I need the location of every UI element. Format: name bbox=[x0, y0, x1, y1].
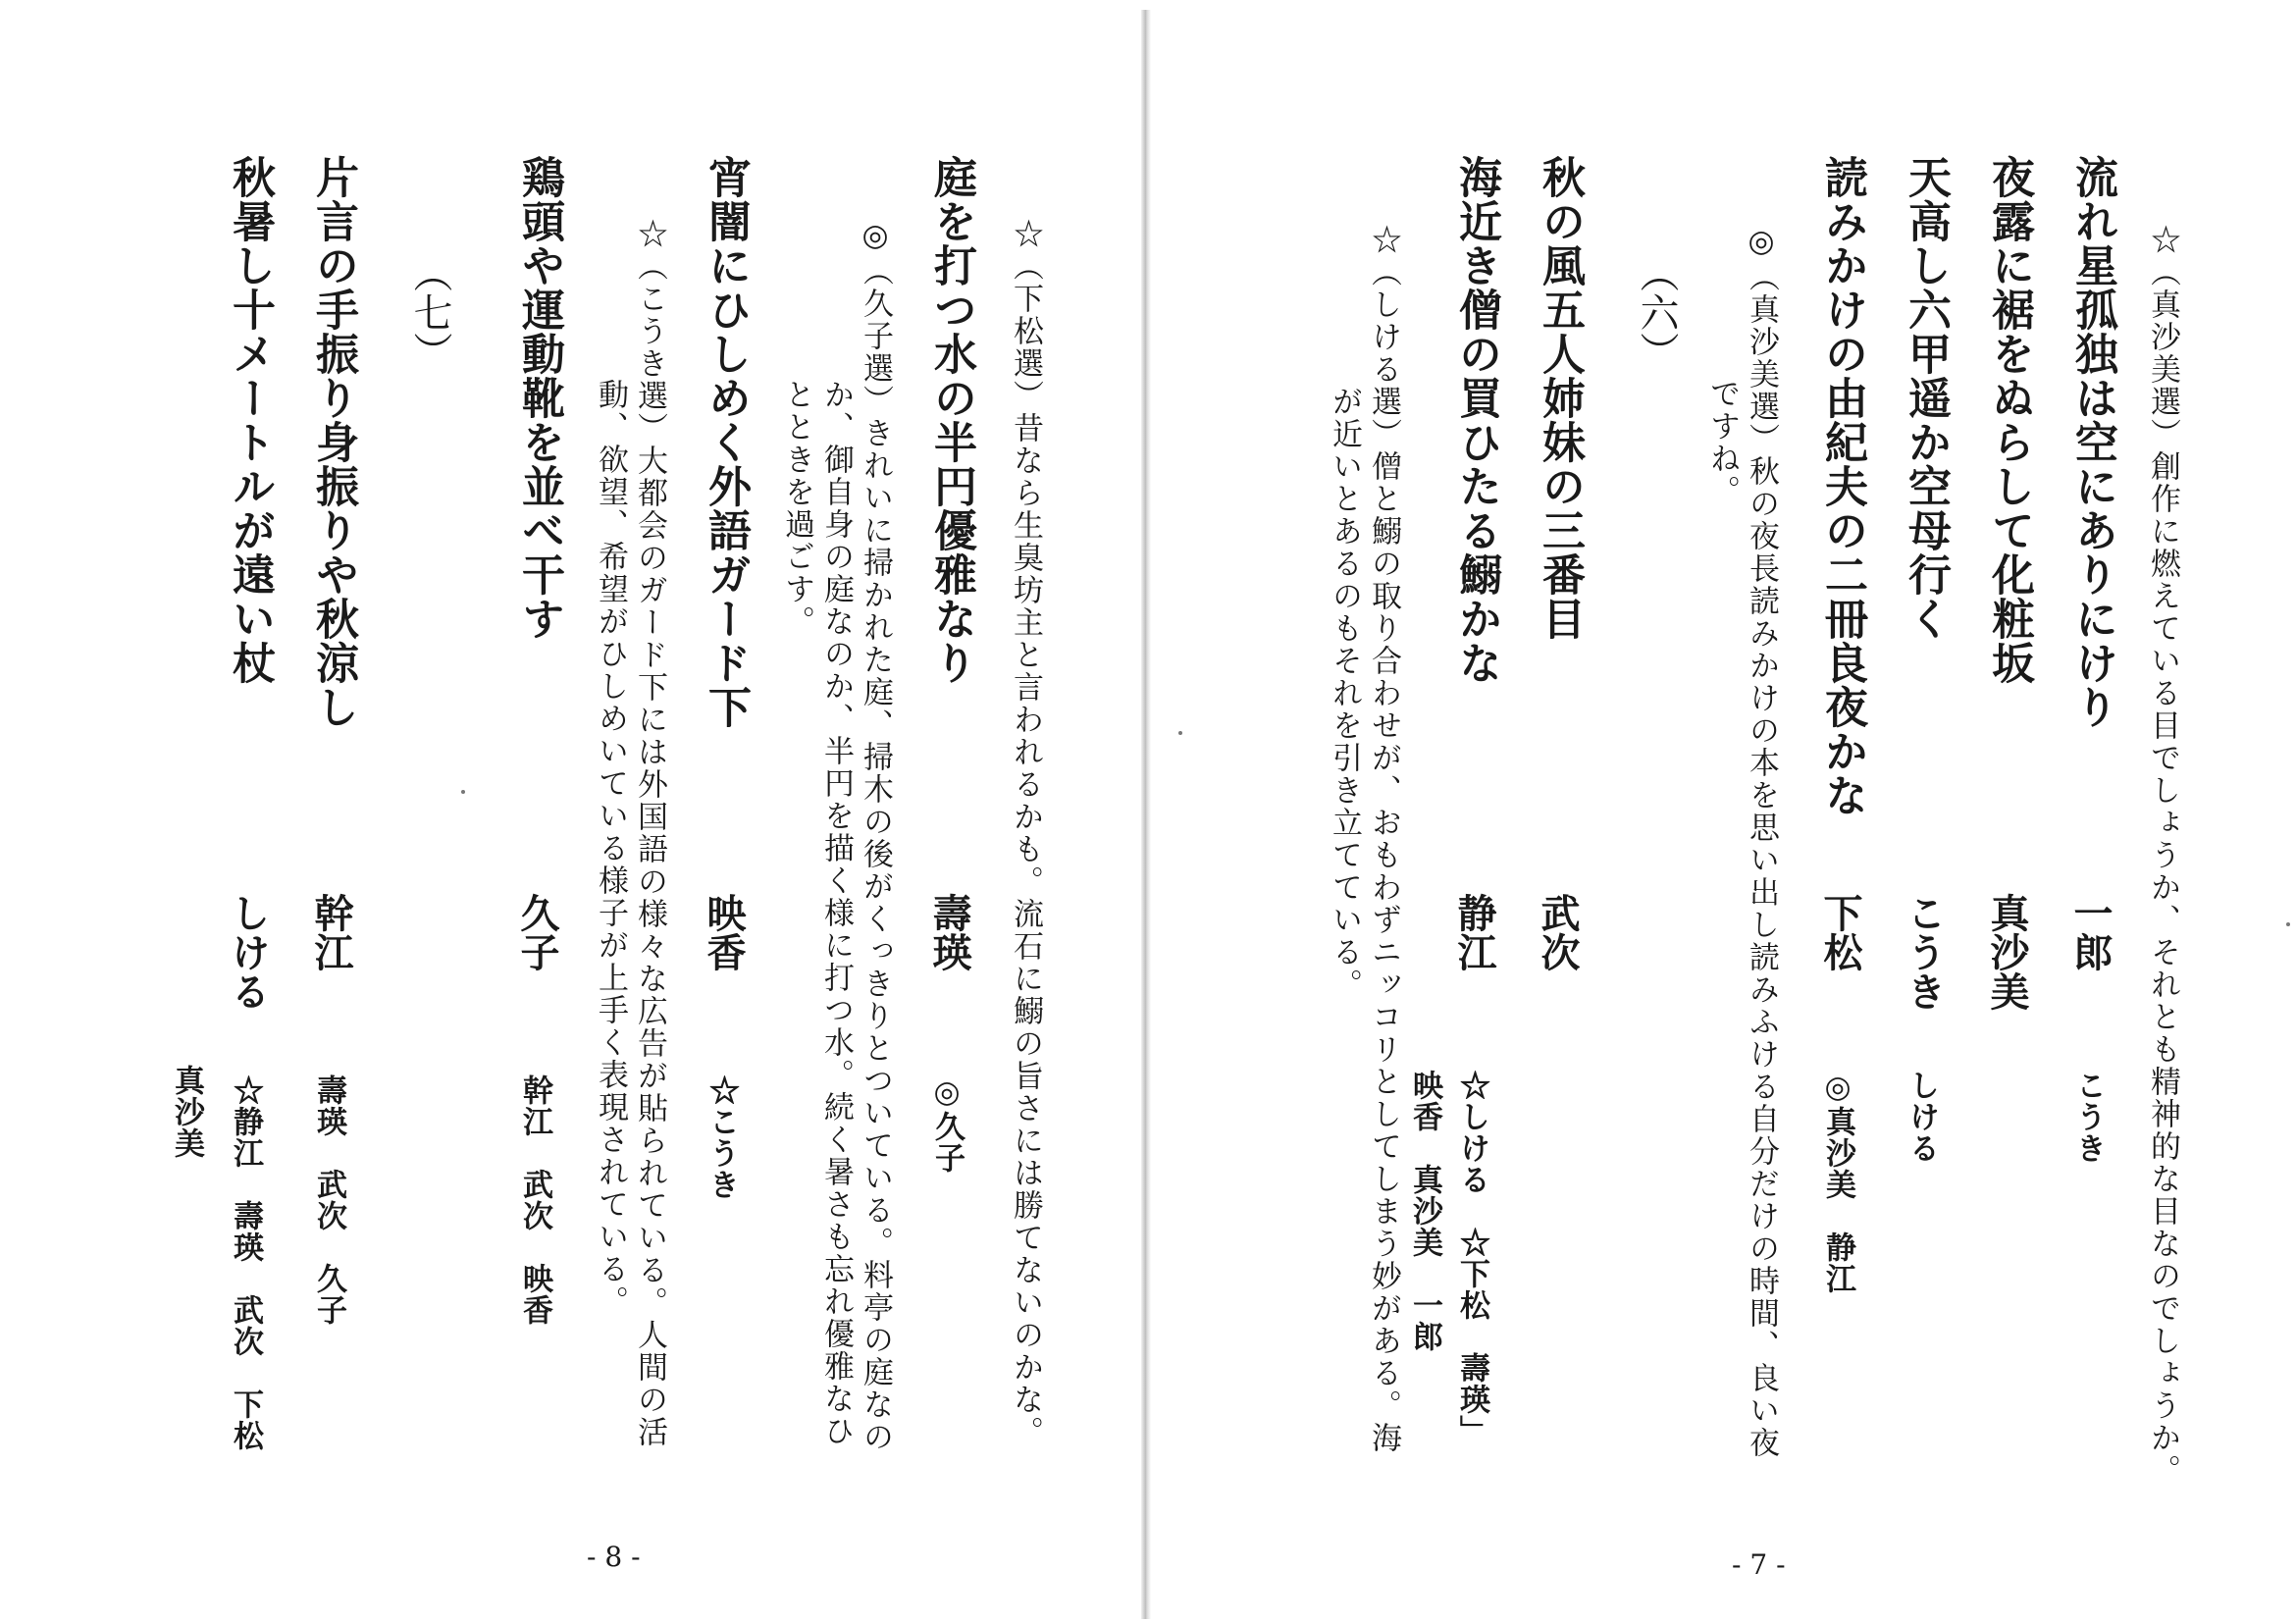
haiku-text: 夜露に裾をぬらして化粧坂 bbox=[1984, 155, 2034, 685]
haiku-selections: 真沙美 bbox=[169, 1065, 204, 1159]
haiku-selections: ◎真沙美 静江 bbox=[1820, 1070, 1855, 1294]
scan-speck bbox=[461, 790, 465, 794]
haiku-text: 海近き僧の買ひたる鰯かな bbox=[1451, 155, 1501, 685]
haiku-text: 鶏頭や運動靴を並べ干す bbox=[514, 155, 564, 641]
haiku-author: 静江 bbox=[1451, 893, 1497, 971]
page-number: - 7 - bbox=[1732, 1548, 1786, 1581]
haiku-selections: 壽瑛 武次 久子 bbox=[311, 1074, 346, 1326]
haiku-text: 読みかけの由紀夫の二冊良夜かな bbox=[1817, 155, 1867, 817]
comment: ☆（しける選）僧と鰯の取り合わせが、おもわずニッコリとしてしまう妙がある。海 bbox=[1366, 224, 1401, 1454]
haiku-text: 秋暑し十メートルが遠い杖 bbox=[225, 155, 275, 685]
haiku-text: 天高し六甲遥か空母行く bbox=[1901, 155, 1951, 641]
haiku-selections: しける bbox=[1904, 1070, 1939, 1164]
comment: とときを過ごす。 bbox=[779, 379, 814, 638]
haiku-author: 真沙美 bbox=[1984, 893, 2030, 1011]
comment: ☆（真沙美選）創作に燃えている目でしょうか、それとも精神的な目なのでしょうか。 bbox=[2145, 224, 2180, 1487]
comment: ☆（下松選）昔なら生臭坊主と言われるかも。流石に鰯の旨さには勝てないのかな。 bbox=[1008, 218, 1043, 1448]
haiku-selections: ☆静江 壽瑛 武次 下松 bbox=[228, 1074, 263, 1451]
comment: ☆（こうき選）大都会のガード下には外国語の様々な広告が貼られている。人間の活 bbox=[632, 218, 667, 1448]
haiku-author: 下松 bbox=[1817, 893, 1863, 971]
haiku-text: 秋の風五人姉妹の三番目 bbox=[1535, 155, 1585, 641]
haiku-author: 壽瑛 bbox=[926, 893, 972, 971]
haiku-selections: ☆しける ☆下松 壽瑛」 bbox=[1454, 1070, 1489, 1446]
haiku-author: 久子 bbox=[514, 893, 560, 971]
haiku-author: 武次 bbox=[1535, 893, 1581, 971]
page-number: - 8 - bbox=[587, 1541, 641, 1573]
comment: ですね。 bbox=[1704, 378, 1740, 507]
comment: が近いとあるのもそれを引き立てている。 bbox=[1327, 386, 1362, 1001]
section-heading: （七） bbox=[407, 253, 452, 371]
haiku-text: 庭を打つ水の半円優雅なり bbox=[926, 155, 976, 685]
haiku-text: 片言の手振り身振りや秋涼し bbox=[308, 155, 358, 729]
comment: 動、欲望、希望がひしめいている様子が上手く表現されている。 bbox=[593, 379, 628, 1318]
haiku-author: 一郎 bbox=[2067, 893, 2113, 971]
scan-speck bbox=[2286, 922, 2290, 926]
haiku-text: 宵闇にひしめく外語ガード下 bbox=[701, 155, 751, 729]
comment: か、御自身の庭なのか、半円を描く様に打つ水。続く暑さも忘れ優雅なひ bbox=[818, 379, 854, 1447]
haiku-author: しける bbox=[225, 893, 271, 1011]
haiku-selections: 映香 真沙美 一郎 bbox=[1407, 1070, 1442, 1352]
scan-speck bbox=[1178, 731, 1182, 735]
comment: ◎（真沙美選）秋の夜長読みかけの本を思い出し読みふける自分だけの時間、良い夜 bbox=[1744, 224, 1779, 1459]
page-fold bbox=[1141, 10, 1151, 1619]
haiku-author: 幹江 bbox=[308, 893, 354, 971]
section-heading: （六） bbox=[1634, 253, 1679, 371]
haiku-selections: ☆こうき bbox=[704, 1074, 739, 1200]
haiku-author: こうき bbox=[1901, 893, 1947, 1011]
haiku-author: 映香 bbox=[701, 893, 747, 971]
comment: ◎（久子選）きれいに掃かれた庭、掃木の後がくっきりとついている。料亭の庭なの bbox=[858, 218, 893, 1453]
haiku-text: 流れ星孤独は空にありにけり bbox=[2067, 155, 2117, 729]
haiku-selections: 幹江 武次 映香 bbox=[517, 1074, 552, 1326]
haiku-selections: こうき bbox=[2070, 1070, 2106, 1164]
haiku-selections: ◎久子 bbox=[929, 1074, 965, 1174]
